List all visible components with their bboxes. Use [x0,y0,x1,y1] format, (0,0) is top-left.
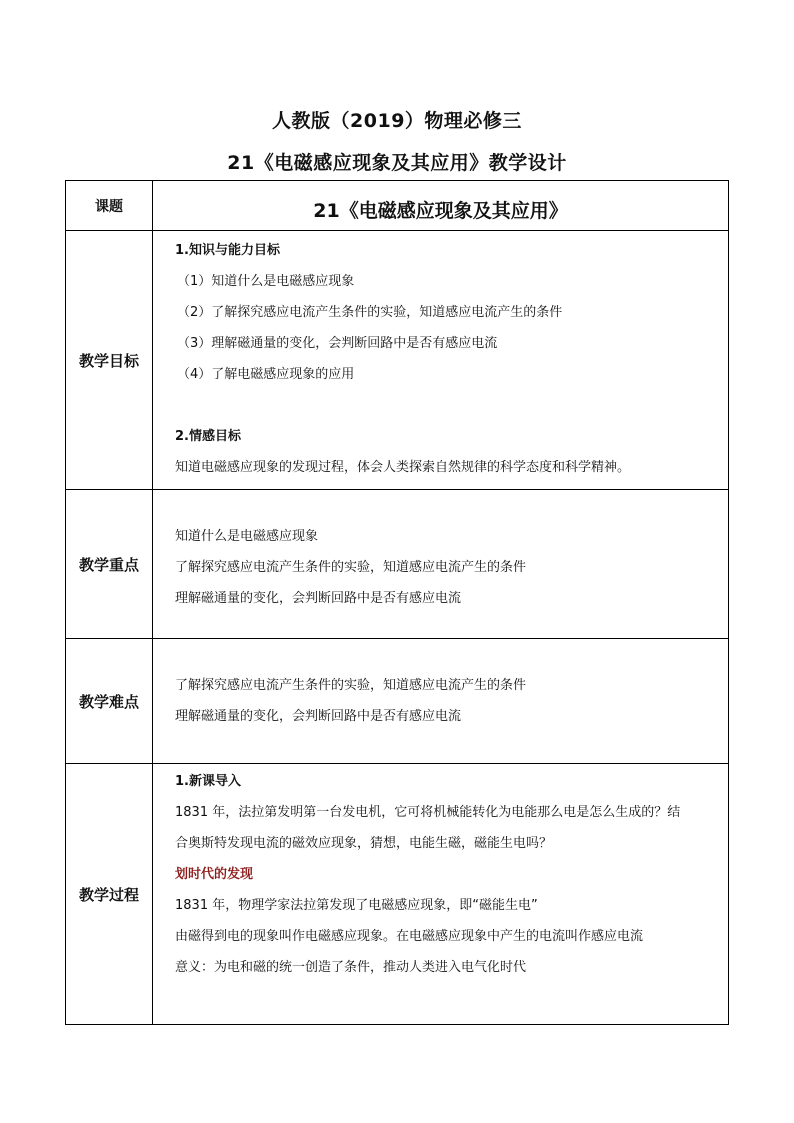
process-line: 意义：为电和磁的统一创造了条件，推动人类进入电气化时代 [175,960,527,975]
process-section1-heading: 1.新课导入 [175,774,241,789]
difficulty-item: 理解磁通量的变化，会判断回路中是否有感应电流 [175,709,462,724]
objective-item: （4）了解电磁感应现象的应用 [177,367,355,382]
document-subtitle: 21《电磁感应现象及其应用》教学设计 [227,152,567,174]
objective-item: （3）理解磁通量的变化，会判断回路中是否有感应电流 [177,336,498,351]
table-row-key-points [66,490,729,639]
difficulties-content [153,639,729,764]
lesson-plan-table [65,180,729,1025]
key-point-item: 理解磁通量的变化，会判断回路中是否有感应电流 [175,591,462,606]
topic-label: 课题 [66,181,153,231]
table-row-process [66,764,729,1025]
key-points-content [153,490,729,639]
process-line: 1831 年，物理学家法拉第发现了电磁感应现象，即“磁能生电” [175,898,538,913]
key-point-item: 知道什么是电磁感应现象 [175,529,319,544]
difficulty-item: 了解探究感应电流产生条件的实验，知道感应电流产生的条件 [175,678,527,693]
objective-item: （1）知道什么是电磁感应现象 [177,274,355,289]
process-intro-line: 1831 年，法拉第发明第一台发电机，它可将机械能转化为电能那么电是怎么生成的？结 [175,805,681,820]
process-content [153,764,729,1025]
key-point-item: 了解探究感应电流产生条件的实验，知道感应电流产生的条件 [175,560,527,575]
objectives-section2-heading: 2.情感目标 [175,429,241,444]
objectives-section2-text: 知道电磁感应现象的发现过程，体会人类探索自然规律的科学态度和科学精神。 [175,460,631,475]
objective-item: （2）了解探究感应电流产生条件的实验，知道感应电流产生的条件 [177,305,563,320]
process-intro-line: 合奥斯特发现电流的磁效应现象，猜想，电能生磁，磁能生电吗？ [175,836,553,851]
objectives-content [153,231,729,490]
difficulties-label: 教学难点 [66,639,153,764]
document-title: 人教版（2019）物理必修三 [272,110,522,132]
process-line: 由磁得到电的现象叫作电磁感应现象。在电磁感应现象中产生的电流叫作感应电流 [175,929,644,944]
table-row-objectives [66,231,729,490]
process-highlight-heading: 划时代的发现 [175,867,254,882]
table-row-difficulties [66,639,729,764]
objectives-label: 教学目标 [66,231,153,490]
key-points-label: 教学重点 [66,490,153,639]
topic-value: 21《电磁感应现象及其应用》 [153,181,729,231]
table-row-topic [66,181,729,231]
objectives-section1-heading: 1.知识与能力目标 [175,243,280,258]
process-label: 教学过程 [66,764,153,1025]
